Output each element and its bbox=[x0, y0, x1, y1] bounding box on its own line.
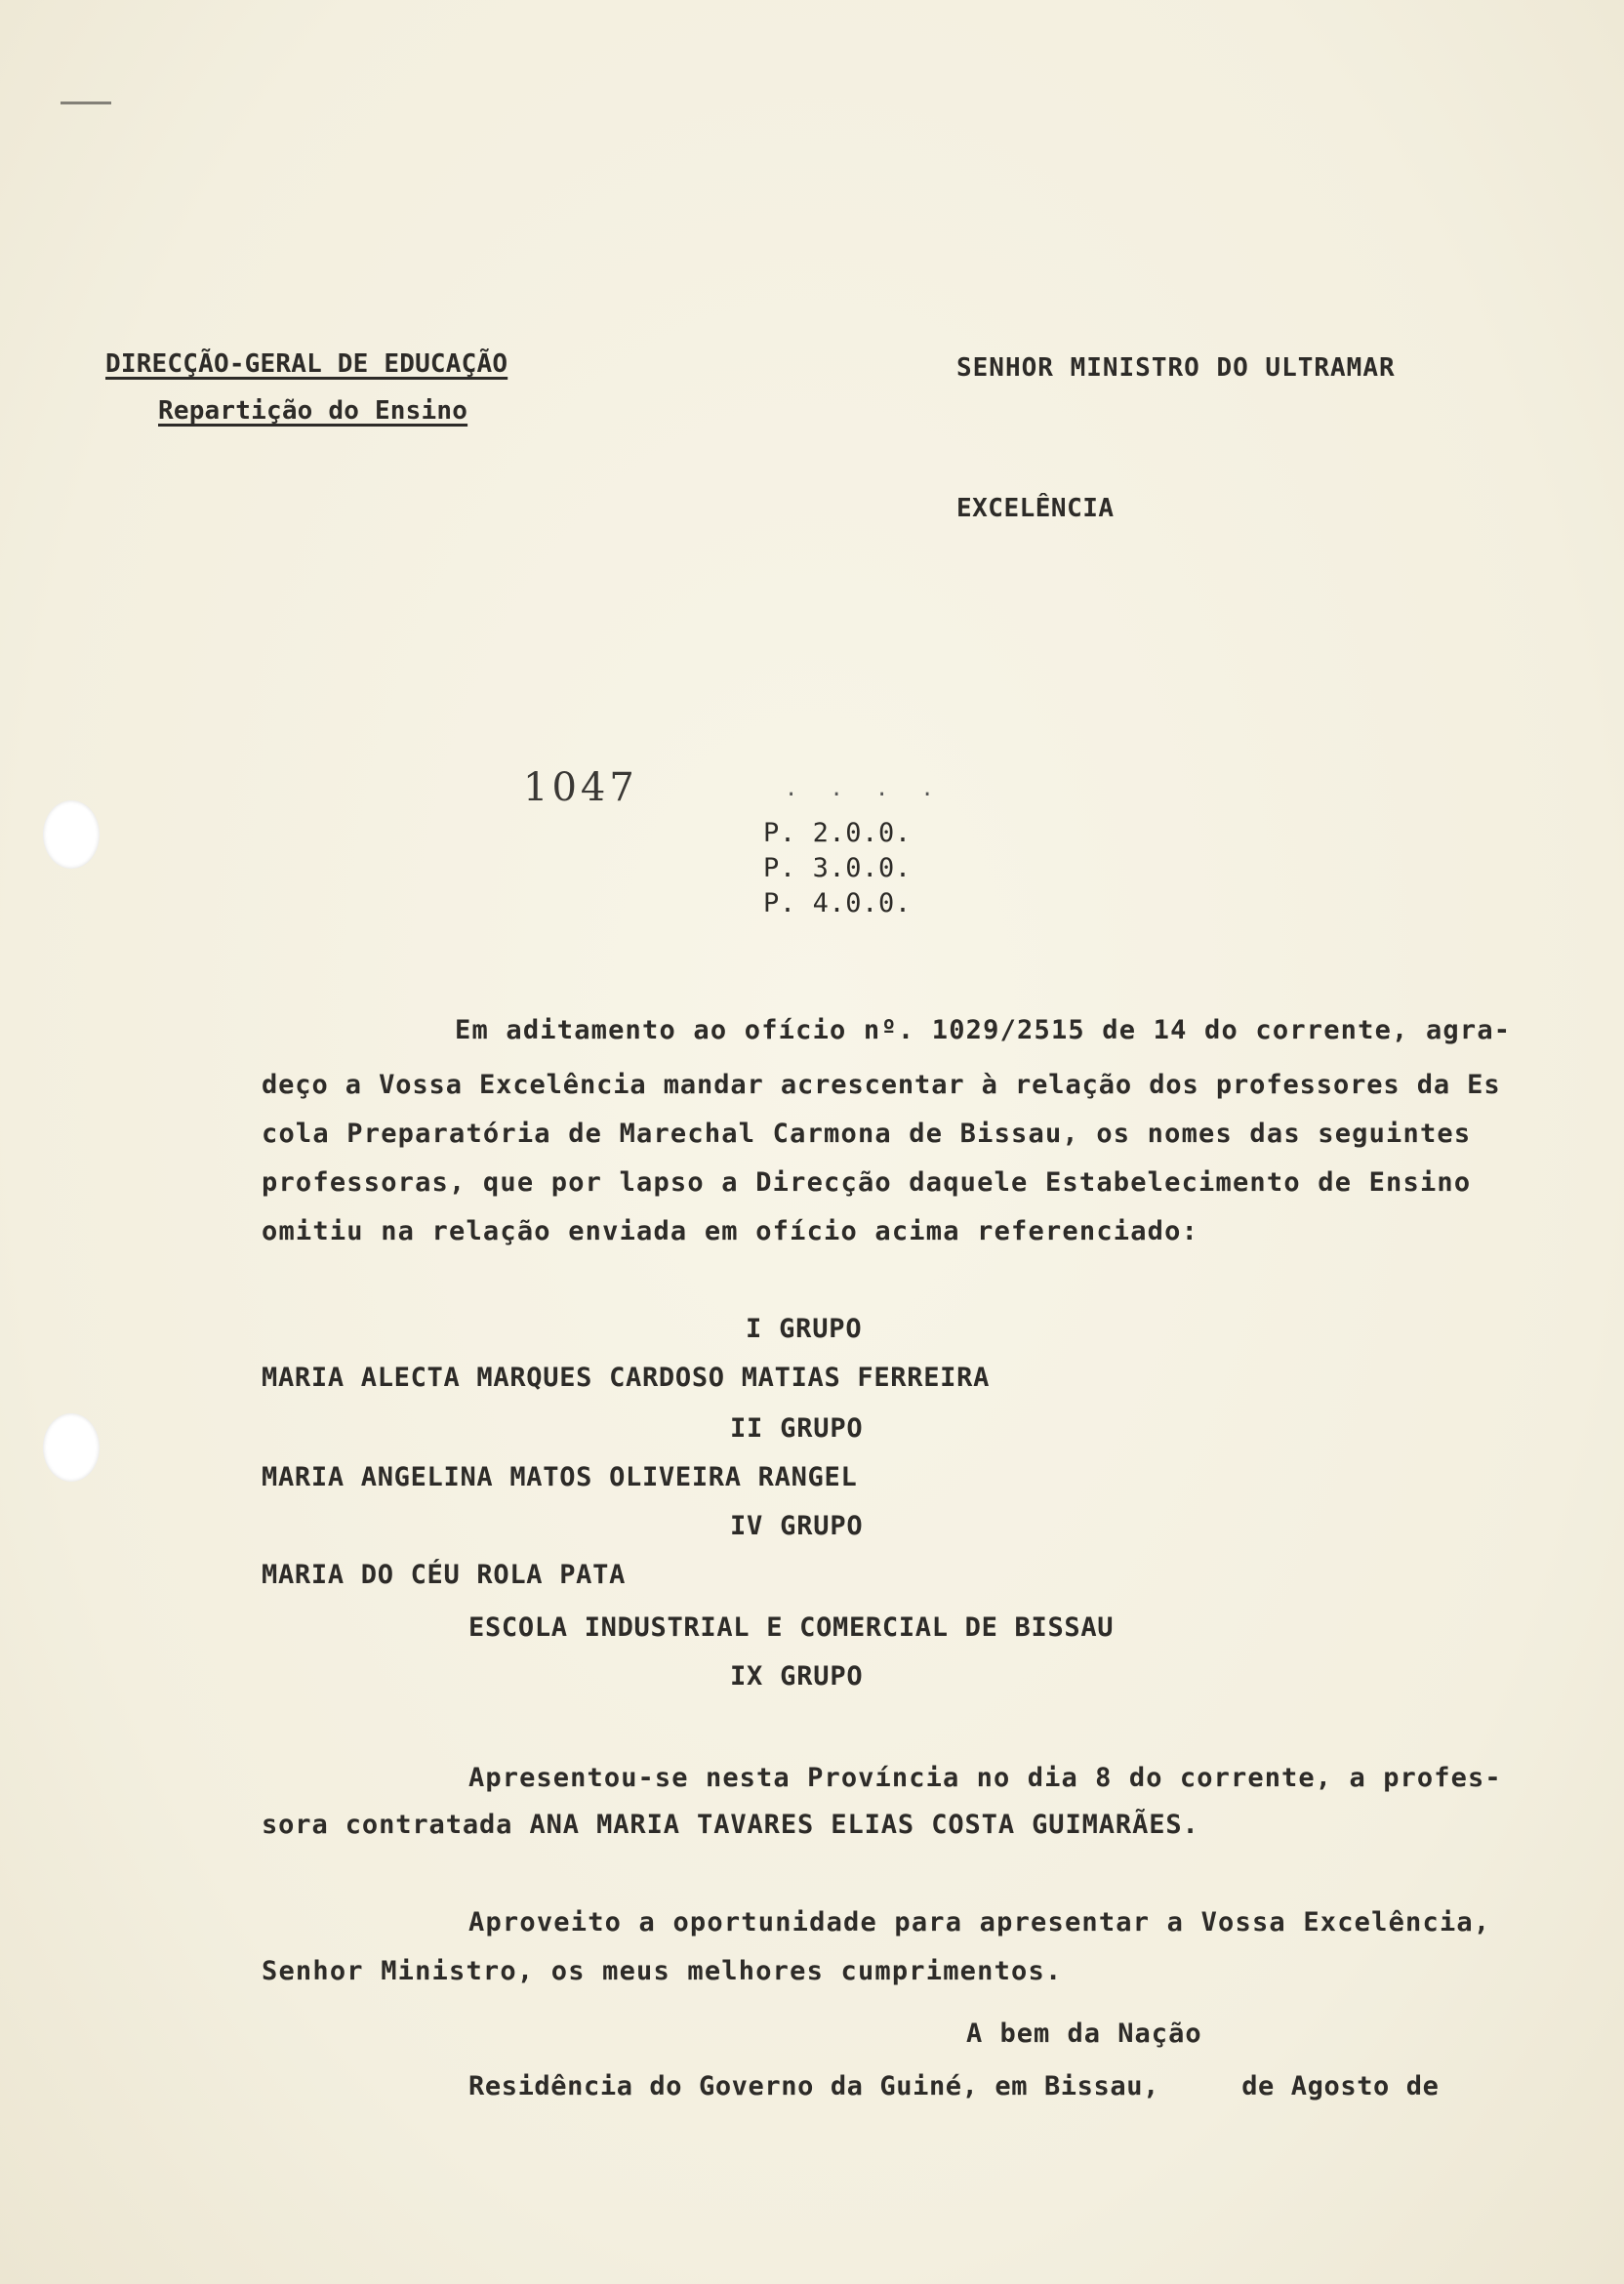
reference-code: P. 3.0.0. bbox=[763, 853, 912, 883]
group-heading: II GRUPO bbox=[730, 1413, 864, 1444]
group-heading: IX GRUPO bbox=[730, 1661, 864, 1692]
body-line: sora contratada ANA MARIA TAVARES ELIAS COSTA GUIMARÃES. bbox=[262, 1810, 1199, 1840]
body-line: Senhor Ministro, os meus melhores cumprimentos. bbox=[262, 1956, 1063, 1986]
document-number: 1047 bbox=[523, 765, 638, 810]
teacher-name: MARIA DO CÉU ROLA PATA bbox=[262, 1560, 627, 1590]
body-line: Aproveito a oportunidade para apresentar a Vossa Excelência, bbox=[468, 1907, 1491, 1937]
addressee: SENHOR MINISTRO DO ULTRAMAR bbox=[956, 353, 1396, 383]
reference-code: P. 4.0.0. bbox=[763, 888, 912, 918]
group-heading: I GRUPO bbox=[746, 1314, 863, 1344]
punch-hole-bottom bbox=[43, 1413, 100, 1482]
place-and-date: Residência do Governo da Guiné, em Bissau, de Agosto de bbox=[468, 2071, 1440, 2101]
school-heading: ESCOLA INDUSTRIAL E COMERCIAL DE BISSAU bbox=[468, 1612, 1115, 1643]
body-line: deço a Vossa Excelência mandar acrescentar à relação dos professores da Es bbox=[262, 1070, 1501, 1100]
reference-dots: . . . . bbox=[785, 777, 944, 801]
salutation-excellency: EXCELÊNCIA bbox=[956, 494, 1115, 523]
teacher-name: MARIA ALECTA MARQUES CARDOSO MATIAS FERREIRA bbox=[262, 1363, 991, 1393]
body-line: cola Preparatória de Marechal Carmona de Bissau, os nomes das seguintes bbox=[262, 1119, 1472, 1149]
body-line: professoras, que por lapso a Direcção daquele Estabelecimento de Ensino bbox=[262, 1167, 1472, 1198]
margin-mark bbox=[61, 102, 111, 104]
teacher-name: MARIA ANGELINA MATOS OLIVEIRA RANGEL bbox=[262, 1462, 858, 1492]
group-heading: IV GRUPO bbox=[730, 1511, 864, 1541]
department-heading: DIRECÇÃO-GERAL DE EDUCAÇÃO bbox=[105, 349, 508, 379]
body-line: Em aditamento ao ofício nº. 1029/2515 de 14 do corrente, agra- bbox=[455, 1015, 1512, 1045]
body-line: omitiu na relação enviada em ofício acima referenciado: bbox=[262, 1216, 1199, 1246]
closing-salutation: A bem da Nação bbox=[966, 2019, 1202, 2049]
body-line: Apresentou-se nesta Província no dia 8 do corrente, a profes- bbox=[468, 1763, 1502, 1793]
section-heading: Repartição do Ensino bbox=[158, 396, 468, 426]
reference-code: P. 2.0.0. bbox=[763, 818, 912, 848]
punch-hole-top bbox=[43, 800, 100, 869]
